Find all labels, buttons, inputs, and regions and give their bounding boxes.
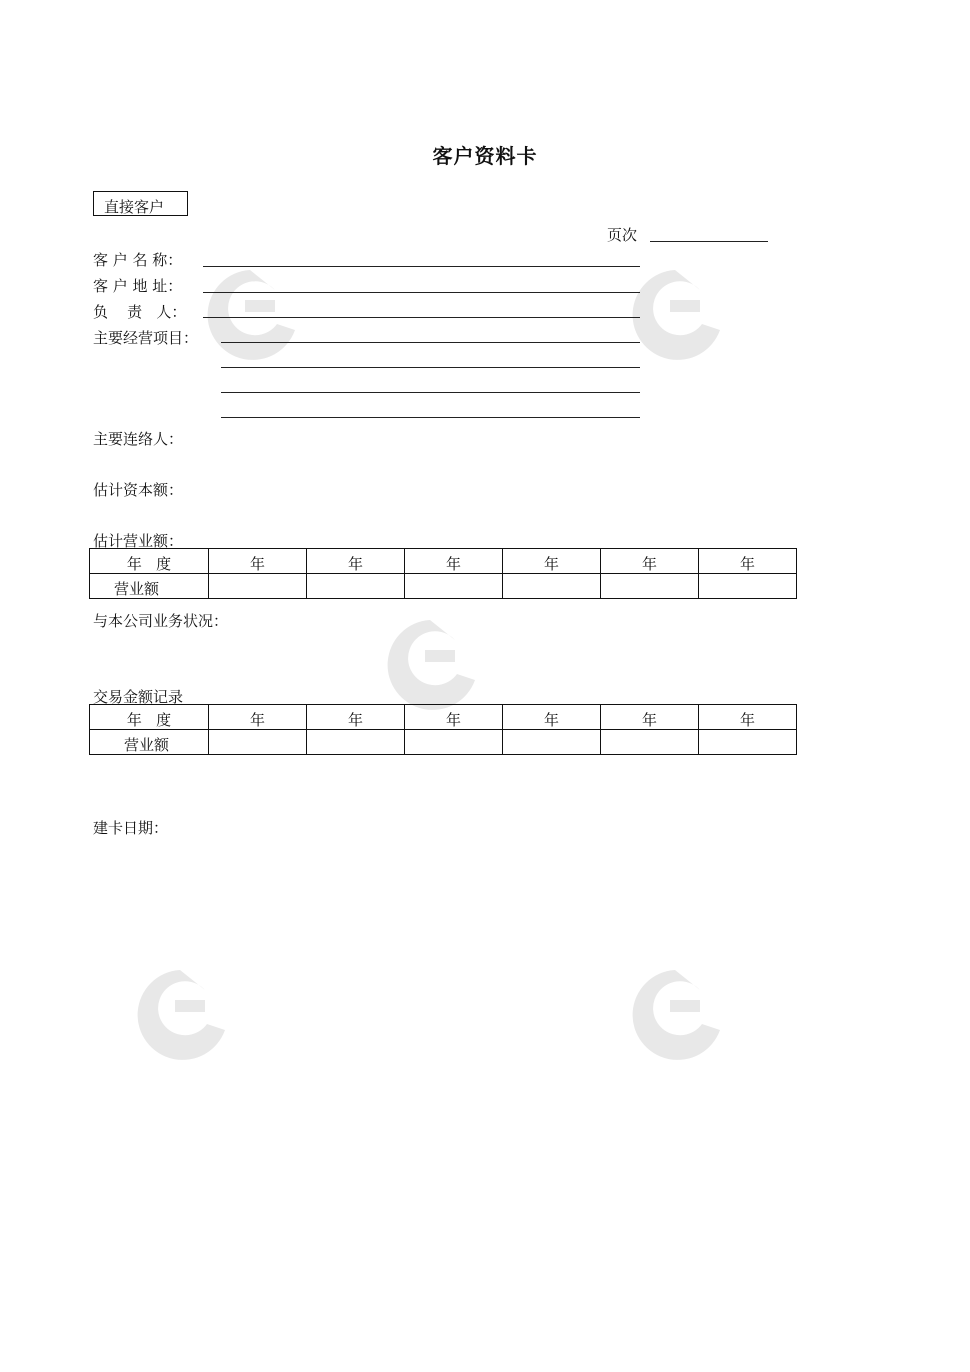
revenue-cell[interactable] xyxy=(503,574,601,599)
year-cell[interactable]: 年 xyxy=(503,705,601,730)
business-items-line[interactable] xyxy=(221,342,640,343)
revenue-table xyxy=(89,548,797,599)
revenue-cell[interactable] xyxy=(601,574,699,599)
table-row xyxy=(90,730,797,755)
page-number-label: 页次 xyxy=(607,226,638,244)
watermark-logo-icon xyxy=(630,265,830,465)
customer-address-label: 客 户 地 址： xyxy=(93,277,183,295)
transaction-table xyxy=(89,704,797,755)
revenue-cell[interactable] xyxy=(699,574,797,599)
customer-address-line[interactable] xyxy=(203,292,640,293)
amount-cell[interactable] xyxy=(405,730,503,755)
business-relation-label: 与本公司业务状况： xyxy=(93,612,229,630)
year-cell[interactable]: 年 xyxy=(405,549,503,574)
page-title: 客户资料卡 xyxy=(432,144,538,168)
revenue-header-cell: 营业额 xyxy=(90,730,209,755)
customer-type-box: 直接客户 xyxy=(93,191,188,216)
year-cell[interactable]: 年 xyxy=(307,549,405,574)
revenue-cell[interactable] xyxy=(209,574,307,599)
revenue-cell[interactable] xyxy=(307,574,405,599)
revenue-cell[interactable] xyxy=(405,574,503,599)
card-date-label: 建卡日期： xyxy=(93,819,169,837)
year-cell[interactable]: 年 xyxy=(601,549,699,574)
year-header-cell: 年 度 xyxy=(90,549,209,574)
year-cell[interactable]: 年 xyxy=(699,549,797,574)
watermark-logo-icon xyxy=(205,265,405,465)
main-contact-label: 主要连络人： xyxy=(93,430,184,448)
business-items-label: 主要经营项目： xyxy=(93,329,199,347)
page-number-line[interactable] xyxy=(650,241,768,242)
revenue-header-cell: 营业额 xyxy=(90,574,209,599)
customer-name-line[interactable] xyxy=(203,266,640,267)
table-row xyxy=(90,549,797,574)
amount-cell[interactable] xyxy=(209,730,307,755)
transaction-record-label: 交易金额记录 xyxy=(93,688,184,706)
amount-cell[interactable] xyxy=(699,730,797,755)
year-cell[interactable]: 年 xyxy=(699,705,797,730)
customer-name-label: 客 户 名 称： xyxy=(93,251,183,269)
business-items-line[interactable] xyxy=(221,367,640,368)
manager-line[interactable] xyxy=(203,317,640,318)
year-cell[interactable]: 年 xyxy=(503,549,601,574)
year-header-cell: 年 度 xyxy=(90,705,209,730)
watermark-logo-icon xyxy=(630,965,830,1165)
estimated-revenue-label: 估计营业额： xyxy=(93,532,184,550)
year-cell[interactable]: 年 xyxy=(405,705,503,730)
estimated-capital-label: 估计资本额： xyxy=(93,481,184,499)
watermark-logo-icon xyxy=(135,965,335,1165)
business-items-line[interactable] xyxy=(221,392,640,393)
year-cell[interactable]: 年 xyxy=(307,705,405,730)
amount-cell[interactable] xyxy=(601,730,699,755)
year-cell[interactable]: 年 xyxy=(209,705,307,730)
amount-cell[interactable] xyxy=(307,730,405,755)
amount-cell[interactable] xyxy=(503,730,601,755)
year-cell[interactable]: 年 xyxy=(601,705,699,730)
year-cell[interactable]: 年 xyxy=(209,549,307,574)
table-row xyxy=(90,705,797,730)
business-items-line[interactable] xyxy=(221,417,640,418)
manager-label: 负 责 人： xyxy=(93,303,187,321)
table-row xyxy=(90,574,797,599)
